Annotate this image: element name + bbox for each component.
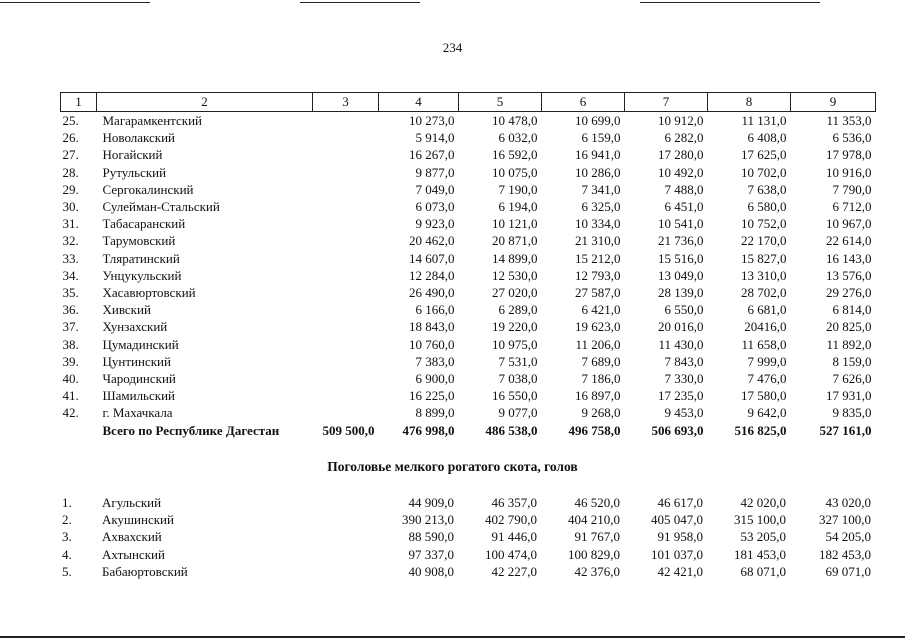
year-value: 43 020,0: [825, 495, 871, 510]
year-value: 68 071,0: [740, 563, 786, 579]
table-row: [61, 112, 876, 130]
scan-edge-line: [640, 2, 820, 3]
small-livestock-table-container: [60, 494, 875, 580]
year-value: 20416,0: [744, 319, 787, 335]
district-name: Агульский: [102, 495, 162, 510]
year-value: 14 607,0: [409, 250, 455, 266]
column-header: 5: [459, 93, 542, 112]
year-value: 13 576,0: [826, 267, 872, 283]
year-value: 405 047,0: [651, 512, 703, 528]
row-number: 25.: [62, 113, 79, 128]
row-number: 35.: [62, 285, 79, 301]
base-value: [313, 181, 379, 198]
year-value: 10 760,0: [409, 336, 455, 352]
year-value: 17 580,0: [741, 388, 787, 404]
column-header: 4: [379, 93, 459, 112]
year-value: 6 712,0: [832, 199, 872, 215]
year-value: 7 383,0: [415, 353, 455, 369]
year-value: 16 897,0: [575, 388, 621, 404]
year-value: 8 899,0: [415, 405, 455, 421]
year-value: 16 592,0: [492, 147, 538, 163]
year-value: 15 516,0: [658, 250, 704, 266]
year-value: 6 408,0: [747, 130, 787, 146]
row-number: 39.: [62, 353, 79, 369]
year-value: 26 490,0: [409, 285, 455, 301]
year-value: 28 702,0: [741, 285, 787, 301]
base-value: [312, 511, 378, 528]
total-year-value: 486 538,0: [485, 422, 538, 438]
year-value: 181 453,0: [734, 546, 786, 562]
year-value: 22 614,0: [826, 233, 872, 249]
year-value: 10 912,0: [658, 113, 704, 128]
row-number: 26.: [62, 130, 79, 146]
row-number: 1.: [62, 495, 72, 510]
total-row: [61, 422, 876, 439]
year-value: 20 871,0: [492, 233, 538, 249]
column-header: 9: [791, 93, 876, 112]
year-value: 46 520,0: [574, 495, 620, 510]
table-row: [61, 164, 876, 181]
year-value: 6 421,0: [581, 302, 621, 318]
district-name: Сулейман-Стальский: [102, 199, 220, 215]
year-value: 42 020,0: [740, 495, 786, 510]
base-value: [313, 318, 379, 335]
year-value: 12 284,0: [409, 267, 455, 283]
year-value: 6 900,0: [415, 371, 455, 387]
year-value: 19 623,0: [575, 319, 621, 335]
year-value: 9 923,0: [415, 216, 455, 232]
table-row: [60, 546, 875, 563]
district-name: Тарумовский: [102, 233, 176, 249]
year-value: 21 310,0: [575, 233, 621, 249]
year-value: 6 536,0: [832, 130, 872, 146]
year-value: 17 931,0: [826, 388, 872, 404]
year-value: 12 530,0: [492, 267, 538, 283]
year-value: 7 790,0: [832, 181, 872, 197]
district-name: Цунтинский: [102, 353, 171, 369]
row-number: 38.: [62, 336, 79, 352]
total-year-value: 516 825,0: [734, 422, 787, 438]
table-row: [60, 563, 875, 580]
district-name: Ногайский: [102, 147, 163, 163]
scan-edge-line: [300, 2, 420, 3]
year-value: 6 289,0: [498, 302, 538, 318]
livestock-table: [60, 92, 876, 439]
year-value: 11 430,0: [658, 336, 704, 352]
base-value: [313, 284, 379, 301]
district-name: Чародинский: [102, 371, 176, 387]
year-value: 15 827,0: [741, 250, 787, 266]
base-value: [312, 563, 378, 580]
column-header: 3: [313, 93, 379, 112]
table-row: [61, 198, 876, 215]
table-row: [61, 267, 876, 284]
row-number: 36.: [62, 302, 79, 318]
year-value: 7 999,0: [747, 353, 787, 369]
row-number: 2.: [62, 512, 72, 528]
row-number: 28.: [62, 164, 79, 180]
year-value: 17 280,0: [658, 147, 704, 163]
year-value: 21 736,0: [658, 233, 704, 249]
base-value: [312, 546, 378, 563]
year-value: 6 159,0: [581, 130, 621, 146]
year-value: 9 642,0: [747, 405, 787, 421]
year-value: 404 210,0: [568, 512, 620, 528]
year-value: 7 488,0: [664, 181, 704, 197]
year-value: 7 341,0: [581, 181, 621, 197]
year-value: 22 170,0: [741, 233, 787, 249]
year-value: 10 075,0: [492, 164, 538, 180]
column-number-header: [61, 93, 876, 112]
table-row: [61, 318, 876, 335]
row-number: 37.: [62, 319, 79, 335]
year-value: 6 194,0: [498, 199, 538, 215]
section-title: Поголовье мелкого рогатого скота, голов: [327, 459, 578, 474]
row-number: 31.: [62, 216, 79, 232]
year-value: 9 877,0: [415, 164, 455, 180]
district-name: Цумадинский: [102, 336, 179, 352]
year-value: 10 702,0: [741, 164, 787, 180]
year-value: 11 131,0: [741, 113, 787, 128]
table-row: [61, 353, 876, 370]
year-value: 29 276,0: [826, 285, 872, 301]
district-name: Сергокалинский: [102, 181, 194, 197]
year-value: 10 492,0: [658, 164, 704, 180]
base-value: [313, 336, 379, 353]
year-value: 44 909,0: [408, 495, 454, 510]
year-value: 16 267,0: [409, 147, 455, 163]
base-value: [313, 198, 379, 215]
year-value: 42 376,0: [574, 563, 620, 579]
year-value: 46 357,0: [491, 495, 537, 510]
year-value: 12 793,0: [575, 267, 621, 283]
year-value: 7 186,0: [581, 371, 621, 387]
row-number: 3.: [62, 529, 72, 545]
base-value: [313, 370, 379, 387]
district-name: Унцукульский: [102, 267, 182, 283]
year-value: 7 638,0: [747, 181, 787, 197]
base-value: [313, 232, 379, 249]
year-value: 11 206,0: [575, 336, 621, 352]
row-number: 40.: [62, 371, 79, 387]
table-row: [61, 301, 876, 318]
row-number: 5.: [62, 563, 72, 579]
district-name: Хасавюртовский: [102, 285, 196, 301]
base-value: [313, 129, 379, 146]
year-value: 7 689,0: [581, 353, 621, 369]
district-name: Ахвахский: [102, 529, 162, 545]
scan-edge-line: [0, 2, 150, 3]
year-value: 16 225,0: [409, 388, 455, 404]
year-value: 10 478,0: [492, 113, 538, 128]
year-value: 7 190,0: [498, 181, 538, 197]
row-number: 32.: [62, 233, 79, 249]
district-name: Хунзахский: [102, 319, 168, 335]
district-name: Акушинский: [102, 512, 174, 528]
row-number: 30.: [62, 199, 79, 215]
year-value: 10 967,0: [826, 216, 872, 232]
column-header: 6: [542, 93, 625, 112]
table-row: [61, 129, 876, 146]
year-value: 40 908,0: [408, 563, 454, 579]
district-name: Шамильский: [102, 388, 175, 404]
year-value: 17 978,0: [826, 147, 872, 163]
year-value: 15 212,0: [575, 250, 621, 266]
table-row: [61, 250, 876, 267]
table-row: [61, 336, 876, 353]
year-value: 13 310,0: [741, 267, 787, 283]
year-value: 7 049,0: [415, 181, 455, 197]
year-value: 9 835,0: [832, 405, 872, 421]
table-row: [61, 370, 876, 387]
column-header: 8: [708, 93, 791, 112]
year-value: 20 462,0: [409, 233, 455, 249]
total-year-value: 496 758,0: [568, 422, 621, 438]
total-label: Всего по Республике Дагестан: [102, 422, 280, 438]
table-row: [61, 404, 876, 421]
year-value: 10 541,0: [658, 216, 704, 232]
year-value: 18 843,0: [409, 319, 455, 335]
year-value: 6 814,0: [832, 302, 872, 318]
column-header: 1: [61, 93, 97, 112]
table-body: [61, 112, 876, 439]
year-value: 327 100,0: [819, 512, 871, 528]
year-value: 20 016,0: [658, 319, 704, 335]
table-row: [60, 494, 875, 511]
row-number: 29.: [62, 181, 79, 197]
year-value: 27 020,0: [492, 285, 538, 301]
year-value: 42 227,0: [491, 563, 537, 579]
year-value: 6 580,0: [747, 199, 787, 215]
year-value: 16 143,0: [826, 250, 872, 266]
year-value: 53 205,0: [740, 529, 786, 545]
year-value: 7 330,0: [664, 371, 704, 387]
base-value: [313, 112, 379, 130]
year-value: 54 205,0: [825, 529, 871, 545]
base-value: [313, 387, 379, 404]
year-value: 42 421,0: [657, 563, 703, 579]
year-value: 10 975,0: [492, 336, 538, 352]
district-name: Магарамкентский: [102, 113, 202, 128]
year-value: 28 139,0: [658, 285, 704, 301]
year-value: 88 590,0: [408, 529, 454, 545]
district-name: Новолакский: [102, 130, 176, 146]
table-row: [61, 284, 876, 301]
year-value: 315 100,0: [734, 512, 786, 528]
year-value: 10 916,0: [826, 164, 872, 180]
district-name: Табасаранский: [102, 216, 186, 232]
year-value: 16 550,0: [492, 388, 538, 404]
total-year-value: 476 998,0: [402, 422, 455, 438]
row-number: 34.: [62, 267, 79, 283]
year-value: 91 767,0: [574, 529, 620, 545]
base-value: [313, 146, 379, 163]
base-value: [313, 250, 379, 267]
total-year-value: 527 161,0: [819, 422, 872, 438]
table-row: [61, 387, 876, 404]
year-value: 13 049,0: [658, 267, 704, 283]
year-value: 16 941,0: [575, 147, 621, 163]
year-value: 14 899,0: [492, 250, 538, 266]
total-year-value: 506 693,0: [651, 422, 704, 438]
year-value: 17 235,0: [658, 388, 704, 404]
table-body: [60, 494, 875, 580]
table-row: [61, 232, 876, 249]
year-value: 7 843,0: [664, 353, 704, 369]
base-value: [313, 301, 379, 318]
row-number: 33.: [62, 250, 79, 266]
year-value: 11 658,0: [741, 336, 787, 352]
row-number: [61, 422, 97, 439]
year-value: 6 681,0: [747, 302, 787, 318]
year-value: 10 334,0: [575, 216, 621, 232]
row-number: 41.: [62, 388, 79, 404]
year-value: 20 825,0: [826, 319, 872, 335]
column-header: 7: [625, 93, 708, 112]
year-value: 7 476,0: [747, 371, 787, 387]
year-value: 6 073,0: [415, 199, 455, 215]
total-base-value: 509 500,0: [322, 422, 375, 438]
year-value: 10 121,0: [492, 216, 538, 232]
year-value: 390 213,0: [402, 512, 454, 528]
year-value: 97 337,0: [408, 546, 454, 562]
year-value: 6 451,0: [664, 199, 704, 215]
year-value: 7 626,0: [832, 371, 872, 387]
year-value: 19 220,0: [492, 319, 538, 335]
year-value: 27 587,0: [575, 285, 621, 301]
year-value: 11 353,0: [826, 113, 872, 128]
year-value: 10 752,0: [741, 216, 787, 232]
year-value: 11 892,0: [826, 336, 872, 352]
base-value: [313, 353, 379, 370]
district-name: Ахтынский: [102, 546, 165, 562]
year-value: 69 071,0: [825, 563, 871, 579]
year-value: 7 038,0: [498, 371, 538, 387]
row-number: 42.: [62, 405, 79, 421]
year-value: 100 474,0: [485, 546, 537, 562]
year-value: 9 268,0: [581, 405, 621, 421]
table-row: [61, 215, 876, 232]
district-name: Хивский: [102, 302, 151, 318]
scan-edge-line: [0, 636, 905, 638]
year-value: 9 453,0: [664, 405, 704, 421]
year-value: 10 273,0: [409, 113, 455, 128]
column-header: 2: [97, 93, 313, 112]
year-value: 182 453,0: [819, 546, 871, 562]
base-value: [312, 528, 378, 545]
table-row: [61, 181, 876, 198]
district-name: Рутульский: [102, 164, 167, 180]
year-value: 6 550,0: [664, 302, 704, 318]
table-row: [61, 146, 876, 163]
district-name: г. Махачкала: [102, 405, 173, 421]
year-value: 8 159,0: [832, 353, 872, 369]
livestock-table-container: [60, 92, 875, 439]
year-value: 5 914,0: [415, 130, 455, 146]
row-number: 4.: [62, 546, 72, 562]
district-name: Тляратинский: [102, 250, 180, 266]
row-number: 27.: [62, 147, 79, 163]
year-value: 6 166,0: [415, 302, 455, 318]
base-value: [313, 404, 379, 421]
base-value: [313, 215, 379, 232]
year-value: 91 446,0: [491, 529, 537, 545]
base-value: [313, 267, 379, 284]
year-value: 10 286,0: [575, 164, 621, 180]
base-value: [313, 164, 379, 181]
year-value: 101 037,0: [651, 546, 703, 562]
year-value: 6 032,0: [498, 130, 538, 146]
small-livestock-table: [60, 494, 875, 580]
base-value: [312, 494, 378, 511]
year-value: 10 699,0: [575, 113, 621, 128]
table-row: [60, 528, 875, 545]
year-value: 6 325,0: [581, 199, 621, 215]
district-name: Бабаюртовский: [102, 563, 188, 579]
year-value: 46 617,0: [657, 495, 703, 510]
page-number: 234: [442, 40, 463, 55]
year-value: 402 790,0: [485, 512, 537, 528]
year-value: 9 077,0: [498, 405, 538, 421]
year-value: 6 282,0: [664, 130, 704, 146]
year-value: 100 829,0: [568, 546, 620, 562]
table-row: [60, 511, 875, 528]
year-value: 17 625,0: [741, 147, 787, 163]
year-value: 91 958,0: [657, 529, 703, 545]
year-value: 7 531,0: [498, 353, 538, 369]
